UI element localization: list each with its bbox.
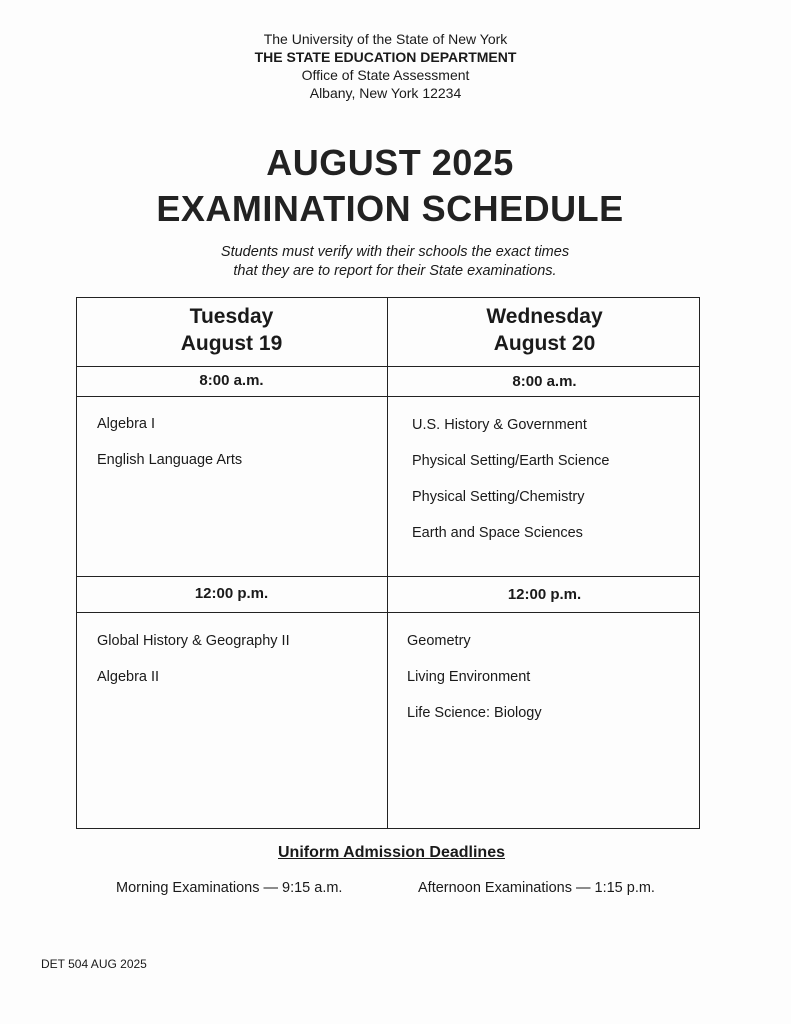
university-name: The University of the State of New York [263,31,508,47]
row-divider [76,366,700,367]
day-header-wednesday [389,303,700,357]
row-divider [76,612,700,613]
address: Albany, New York 12234 [309,85,462,101]
department-name: THE STATE EDUCATION DEPARTMENT [254,49,517,65]
note-line-1: Students must verify with their schools the exact times [220,244,570,260]
exam-item: Physical Setting/Chemistry [412,489,585,505]
exam-item: Global History & Geography II [97,633,290,649]
title-month: AUGUST 2025 [266,142,514,183]
office-name: Office of State Assessment [301,67,470,83]
time-slot-morning: 8:00 a.m. [512,373,577,390]
exam-item: Earth and Space Sciences [412,525,583,541]
page-title [0,140,780,232]
time-slot-afternoon: 12:00 p.m. [194,585,269,602]
note-line-2: that they are to report for their State examinations. [233,263,557,279]
exam-list-wednesday-afternoon [407,632,542,740]
time-slot-afternoon: 12:00 p.m. [507,586,582,603]
verification-note [0,243,790,281]
row-divider [76,396,700,397]
time-slot-morning: 8:00 a.m. [199,372,264,389]
exam-item: English Language Arts [97,452,243,468]
exam-item: Algebra I [97,416,156,432]
exam-item: Living Environment [407,669,531,685]
exam-schedule-table [76,297,700,829]
row-divider [76,576,700,577]
document-code: DET 504 AUG 2025 [41,957,147,971]
title-schedule: EXAMINATION SCHEDULE [156,188,624,229]
day-date: August 19 [180,332,283,355]
exam-item: U.S. History & Government [412,417,587,433]
column-divider [387,297,388,829]
day-date: August 20 [493,332,596,355]
afternoon-deadline: Afternoon Examinations — 1:15 p.m. [418,880,655,896]
exam-list-tuesday-afternoon [97,632,290,704]
exam-item: Physical Setting/Earth Science [412,453,610,469]
day-name: Tuesday [189,305,274,328]
exam-item: Life Science: Biology [407,705,542,721]
exam-item: Algebra II [97,669,160,685]
exam-list-wednesday-morning [412,416,609,560]
day-header-tuesday [76,303,387,357]
day-name: Wednesday [486,305,603,328]
exam-list-tuesday-morning [97,415,242,487]
admission-deadlines-heading: Uniform Admission Deadlines [278,844,505,861]
exam-item: Geometry [407,633,471,649]
letterhead [0,30,771,102]
morning-deadline: Morning Examinations — 9:15 a.m. [116,880,343,896]
